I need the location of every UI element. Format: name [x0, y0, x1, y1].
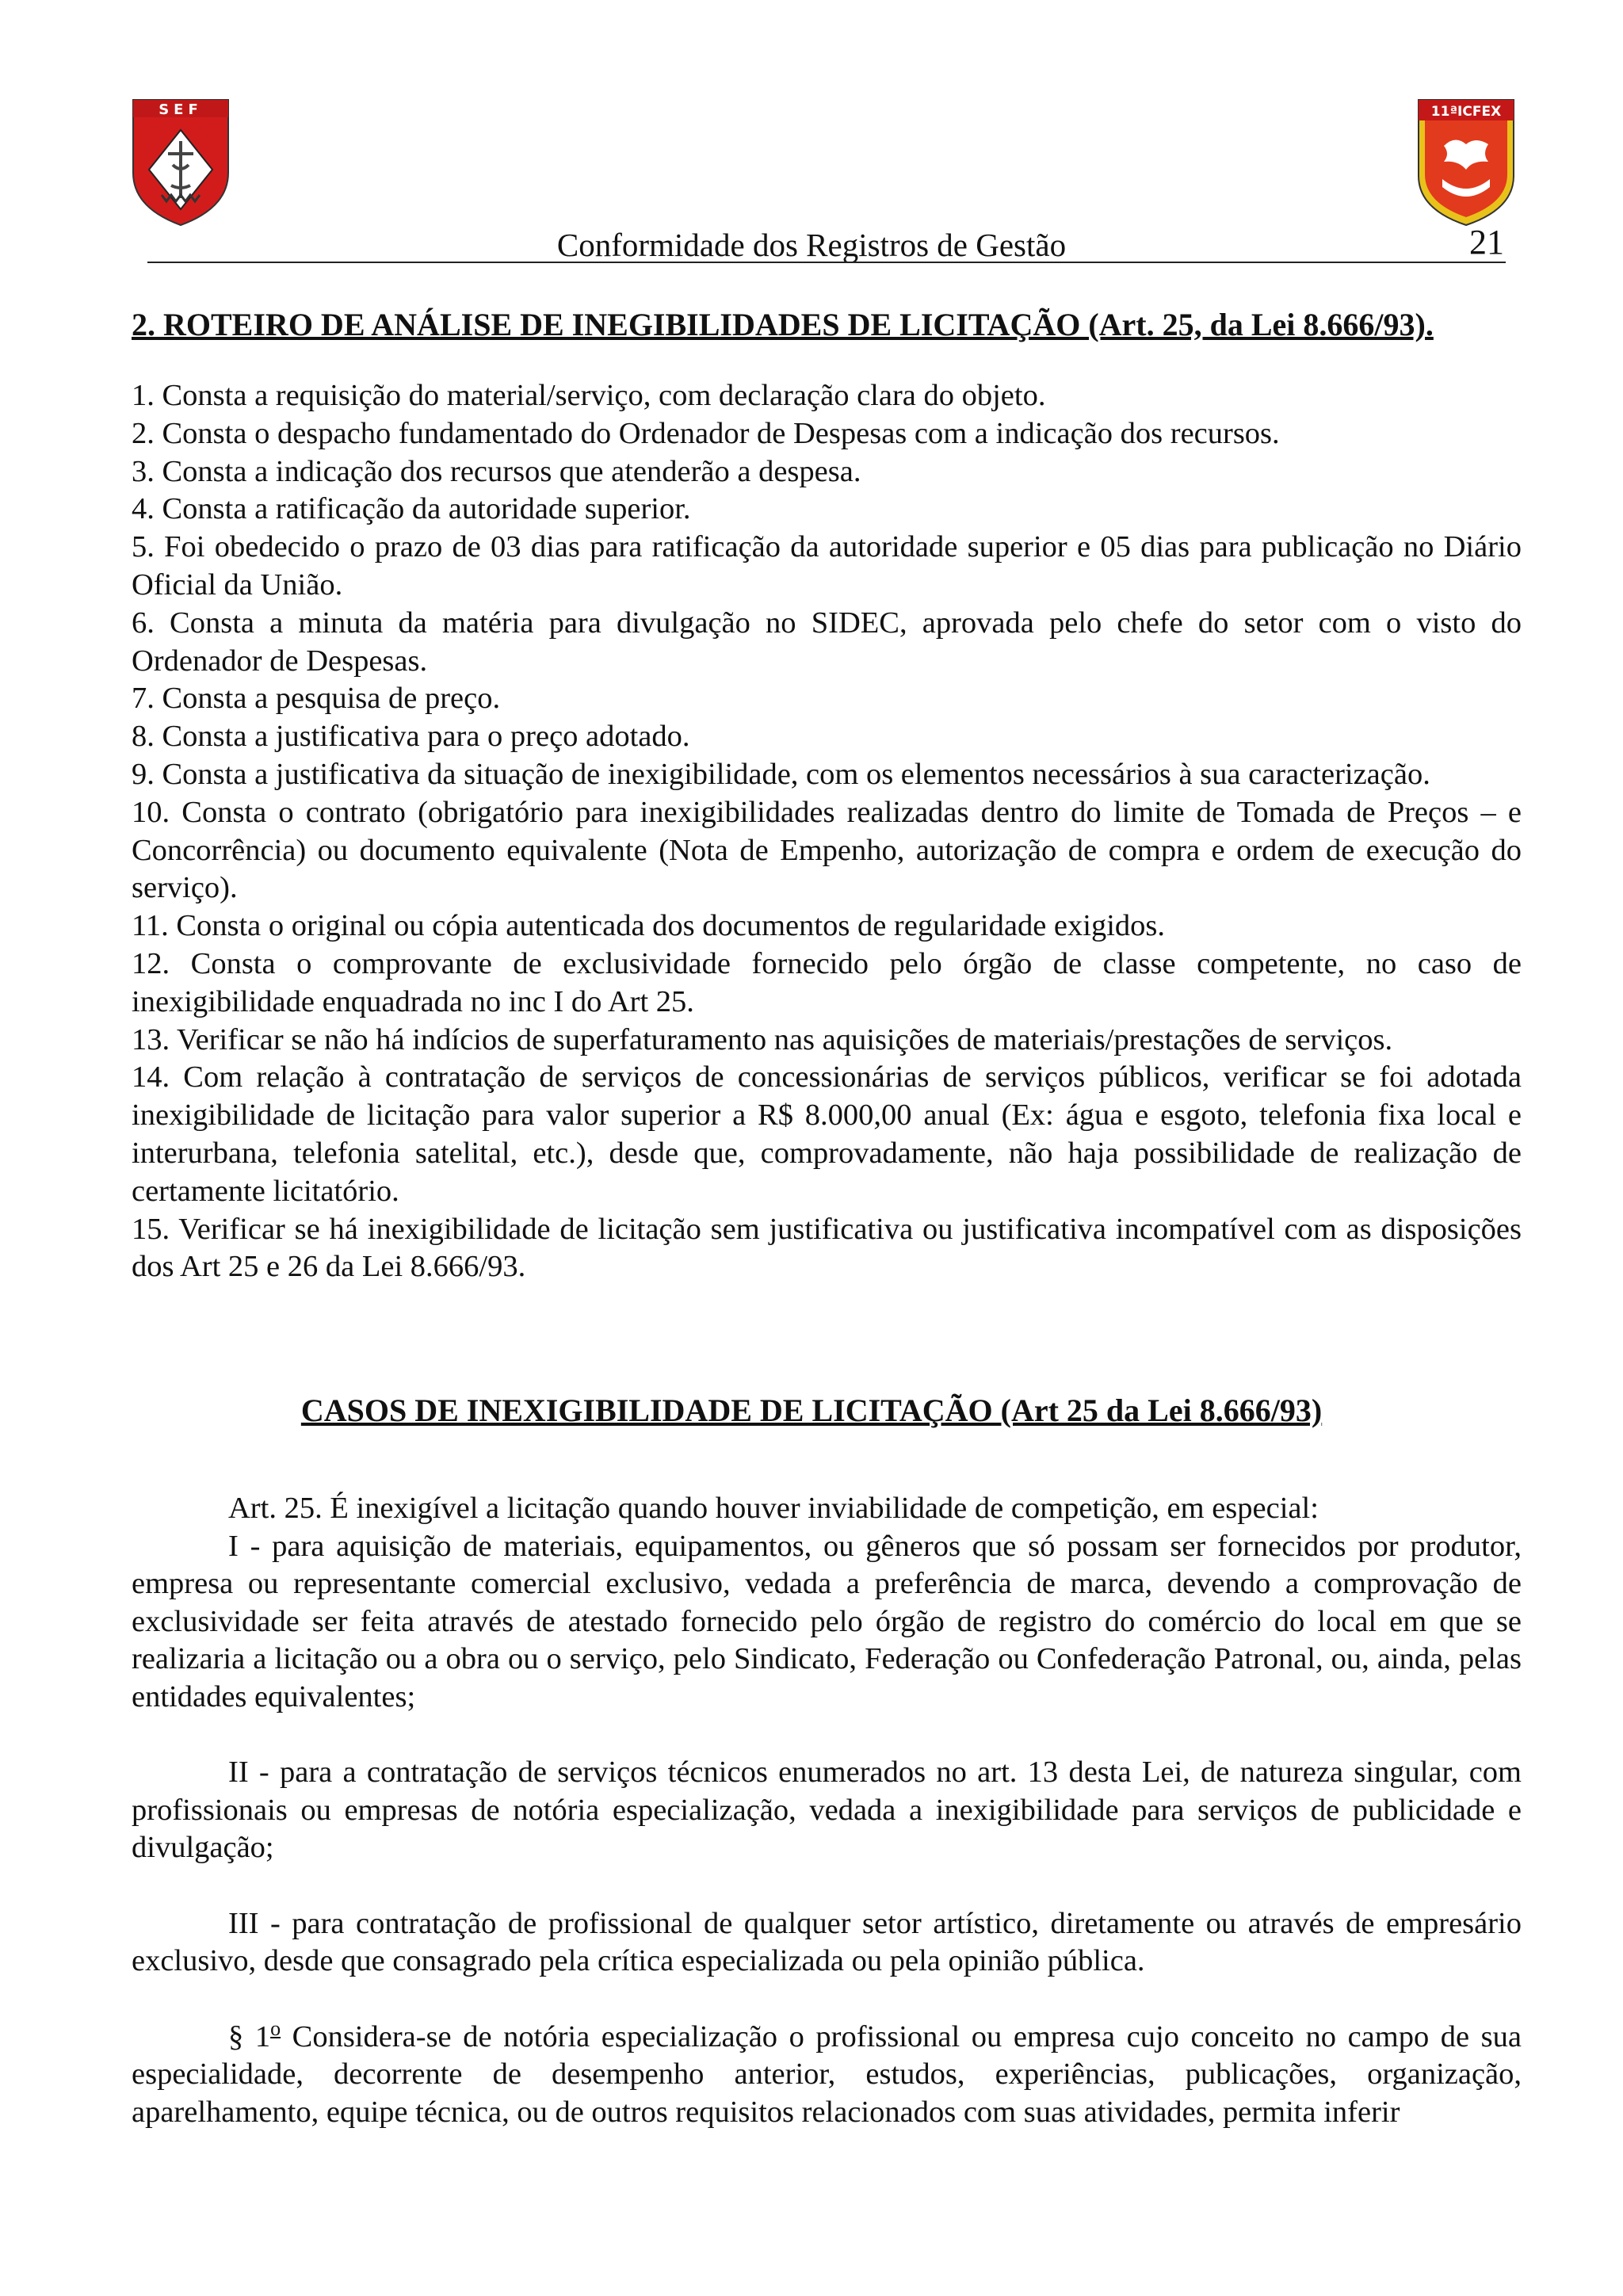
paragraph-1-prefix: § 1: [228, 2019, 271, 2053]
paragraph-1-superscript: o: [270, 2016, 281, 2040]
checklist-item: 8. Consta a justificativa para o preço adotado.: [132, 720, 690, 754]
checklist-item: 11. Consta o original ou cópia autenticada dos documentos de regularidade exigidos.: [132, 909, 1166, 943]
sef-logo: [130, 97, 231, 228]
art-25-caput: Art. 25. É inexigível a licitação quando houver inviabilidade de competição, em especial:: [228, 1492, 1319, 1525]
law-text: [132, 1490, 1522, 2131]
checklist-item: 13. Verificar se não há indícios de superfaturamento nas aquisições de materiais/prestações de serviços.: [132, 1022, 1393, 1056]
checklist-item: 4. Consta a ratificação da autoridade superior.: [132, 492, 691, 526]
cases-title: CASOS DE INEXIGIBILIDADE DE LICITAÇÃO (Art 25 da Lei 8.666/93): [300, 1392, 1323, 1428]
inciso-2: II - para a contratação de serviços técnicos enumerados no art. 13 desta Lei, de natureza singular, com profissionais ou empresas de notória especialização, vedada a inexigibilidade para serviços de publicidade e divulgação;: [132, 1755, 1522, 1864]
checklist: [132, 377, 1522, 1286]
icfex-logo: [1415, 97, 1517, 228]
checklist-item: 1. Consta a requisição do material/serviço, com declaração clara do objeto.: [132, 379, 1046, 412]
inciso-1: I - para aquisição de materiais, equipamentos, ou gêneros que só possam ser fornecidos por produtor, empresa ou representante comercial exclusivo, vedada a preferência de marca, devendo a comprovação de exclusividade ser feita através de atestado fornecido pelo órgão de registro do comércio do local em que se realizaria a licitação ou a obra ou o serviço, pelo Sindicato, Federação ou Confederação Patronal, ou, ainda, pelas entidades equivalentes;: [132, 1529, 1522, 1713]
svg-text:SEF: SEF: [158, 101, 203, 118]
checklist-item: 7. Consta a pesquisa de preço.: [132, 682, 501, 716]
header-title: Conformidade dos Registros de Gestão: [556, 227, 1067, 263]
checklist-item: 15. Verificar se há inexigibilidade de licitação sem justificativa ou justificativa incompatível com as disposições dos Art 25 e 26 da Lei 8.666/93.: [132, 1212, 1522, 1284]
header-divider: [147, 262, 1506, 263]
checklist-item: 14. Com relação à contratação de serviços de concessionárias de serviços públicos, verificar se foi adotada inexigibilidade de licitação para valor superior a R$ 8.000,00 anual (Ex: água e esgoto, telefonia fixa local e interurbana, telefonia satelital, etc.), desde que, comprovadamente, não haja possibilidade de realização de certamente licitatório.: [132, 1060, 1522, 1208]
svg-text:11ªICFEX: 11ªICFEX: [1430, 104, 1502, 120]
checklist-item: 5. Foi obedecido o prazo de 03 dias para ratificação da autoridade superior e 05 dias para publicação no Diário Oficial da União.: [132, 530, 1522, 602]
checklist-item: 10. Consta o contrato (obrigatório para inexigibilidades realizadas dentro do limite de Tomada de Preços – e Concorrência) ou documento equivalente (Nota de Empenho, autorização de compra e ordem de execução do serviço).: [132, 795, 1522, 905]
checklist-item: 6. Consta a minuta da matéria para divulgação no SIDEC, aprovada pelo chefe do setor com o visto do Ordenador de Despesas.: [132, 606, 1522, 678]
section-title: 2. ROTEIRO DE ANÁLISE DE INEGIBILIDADES DE LICITAÇÃO (Art. 25, da Lei 8.666/93).: [132, 307, 1434, 342]
checklist-item: 12. Consta o comprovante de exclusividade fornecido pelo órgão de classe competente, no caso de inexigibilidade enquadrada no inc I do Art 25.: [132, 946, 1522, 1018]
inciso-3: III - para contratação de profissional de qualquer setor artístico, diretamente ou através de empresário exclusivo, desde que consagrado pela crítica especializada ou pela opinião pública.: [132, 1906, 1522, 1977]
page-number: 21: [1469, 223, 1504, 262]
paragraph-1: [132, 2016, 1522, 2132]
checklist-item: 2. Consta o despacho fundamentado do Ordenador de Despesas com a indicação dos recursos.: [132, 416, 1280, 450]
paragraph-1-text: Considera-se de notória especialização o profissional ou empresa cujo conceito no campo de sua especialidade, decorrente de desempenho anterior, estudos, experiências, publicações, organização, aparelhamento, equipe técnica, ou de outros requisitos relacionados com suas atividades, permita inferir: [132, 2019, 1522, 2129]
checklist-item: 9. Consta a justificativa da situação de inexigibilidade, com os elementos necessários à sua caracterização.: [132, 757, 1430, 791]
checklist-item: 3. Consta a indicação dos recursos que atenderão a despesa.: [132, 454, 861, 488]
